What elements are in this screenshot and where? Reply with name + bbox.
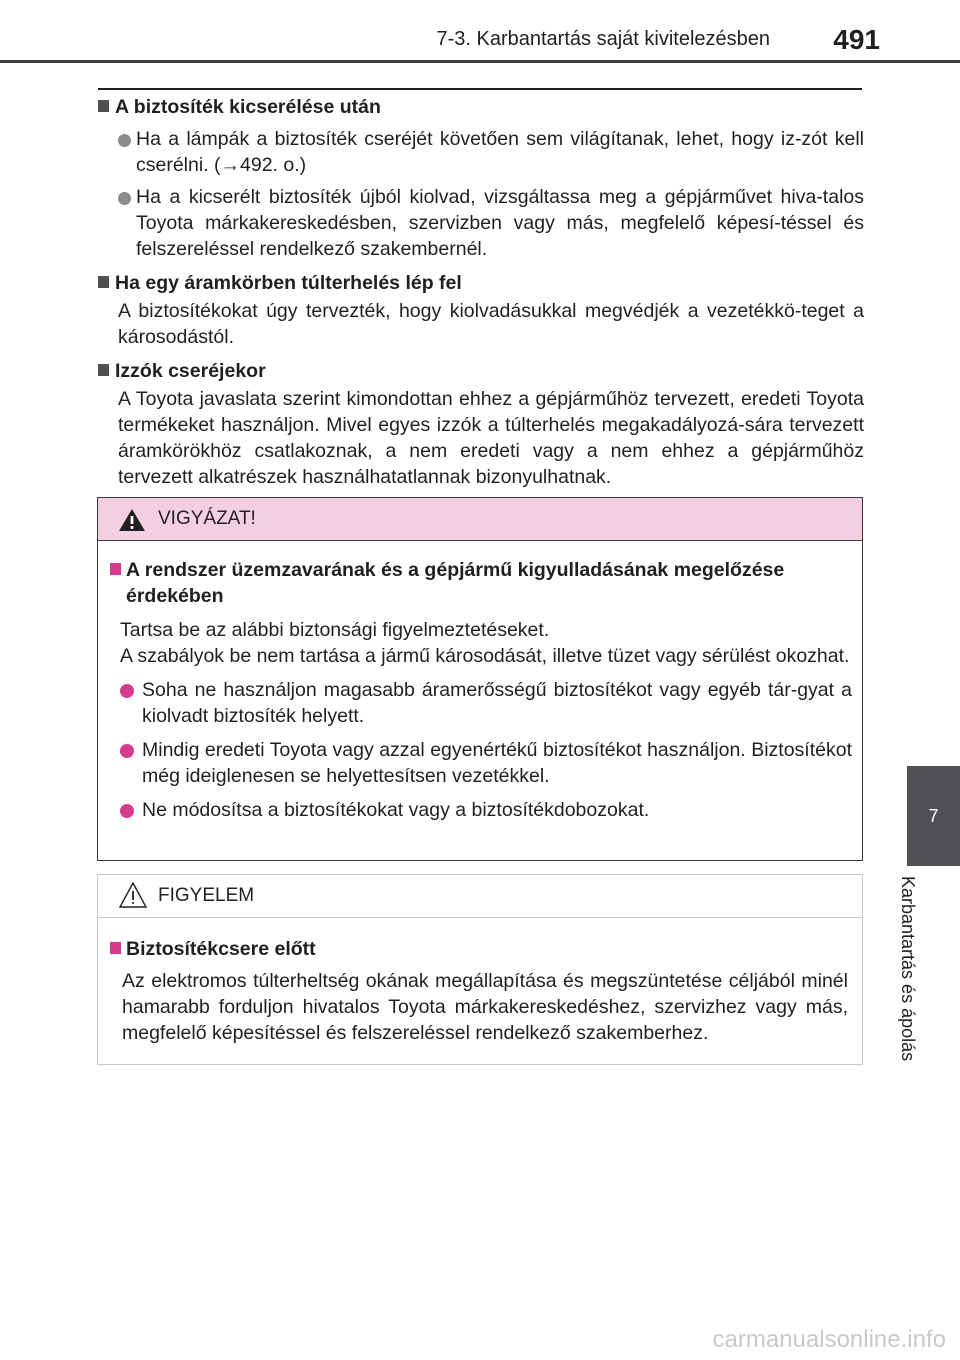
main-content [98, 94, 864, 490]
warning-header [98, 498, 862, 541]
square-bullet-icon [110, 563, 121, 575]
round-bullet-icon [120, 744, 134, 758]
notice-header [98, 875, 862, 918]
page-number: 491 [833, 24, 880, 55]
list-item: Mindig eredeti Toyota vagy azzal egyenértékű biztosítékot használjon. Biztosítékot még ideiglenesen se helyettesítsen vezetékkel. [110, 737, 852, 789]
notice-label: FIGYELEM [158, 885, 255, 906]
square-bullet-icon [110, 942, 121, 954]
round-bullet-icon [118, 134, 131, 147]
round-bullet-icon [118, 192, 131, 205]
section-rule [98, 88, 862, 90]
square-bullet-icon [98, 364, 109, 376]
list-item: Ha a kicserélt biztosíték újból kiolvad, vizsgáltassa meg a gépjárművet hiva-talos Toyota márkakereskedésben, szervizben vagy más, megfelelő képesí-téssel és felszereléssel rendelkező szakembernél. [98, 184, 864, 262]
square-bullet-icon [98, 100, 109, 112]
chapter-title: 7-3. Karbantartás saját kivitelezésben [436, 28, 770, 50]
list-item: Ha a lámpák a biztosíték cseréjét követően sem világítanak, lehet, hogy iz-zót kell cserélni. (→492. o.) [98, 126, 864, 178]
chapter-tab: 7 [907, 766, 960, 866]
section-title: Ha egy áramkörben túlterhelés lép fel [98, 270, 864, 296]
caution-triangle-icon [118, 881, 148, 909]
header-rule [0, 60, 960, 63]
round-bullet-icon [120, 804, 134, 818]
notice-text: Az elektromos túlterheltség okának megállapítása és megszüntetése céljából minél hamarabb forduljon hivatalos Toyota márkakereskedéshez, szervizhez vagy más, megfelelő képesítéssel és felszereléssel rendelkező szakemberhez. [122, 970, 848, 1044]
warning-title: A rendszer üzemzavarának és a gépjármű kigyulladásának megelőzése érdekében [110, 557, 852, 609]
warning-box [97, 497, 863, 861]
warning-label: VIGYÁZAT! [158, 508, 256, 529]
notice-title: Biztosítékcsere előtt [110, 936, 848, 962]
warning-intro: Tartsa be az alábbi biztonsági figyelmeztetéseket. A szabályok be nem tartása a jármű károsodását, illetve tüzet vagy sérülést okozhat. [120, 619, 850, 667]
list-item: Soha ne használjon magasabb áramerősségű biztosítékot vagy egyéb tár-gyat a kiolvadt biztosíték helyett. [110, 677, 852, 729]
section-text: A Toyota javaslata szerint kimondottan ehhez a gépjárműhöz tervezett, eredeti Toyota termékeket használjon. Mivel egyes izzók a túlterhelés megakadályozá-sára tervezett áramkörökhöz csatlakoznak, a nem eredeti vagy a nem ehhez a gépjárműhöz tervezett alkatrészek használhatatlannak bizonyulhatnak. [118, 388, 864, 488]
section-text: A biztosítékokat úgy tervezték, hogy kiolvadásukkal megvédjék a vezetékkö-teget a károsodástól. [118, 300, 864, 348]
round-bullet-icon [120, 684, 134, 698]
chapter-side-label: Karbantartás és ápolás [898, 876, 918, 1062]
list-item: Ne módosítsa a biztosítékokat vagy a biztosítékdobozokat. [110, 797, 852, 823]
square-bullet-icon [98, 276, 109, 288]
section-title: Izzók cseréjekor [98, 358, 864, 384]
watermark: carmanualsonline.info [712, 1326, 946, 1353]
notice-box [97, 874, 863, 1065]
warning-triangle-icon [118, 508, 146, 532]
section-title: A biztosíték kicserélése után [98, 94, 864, 120]
